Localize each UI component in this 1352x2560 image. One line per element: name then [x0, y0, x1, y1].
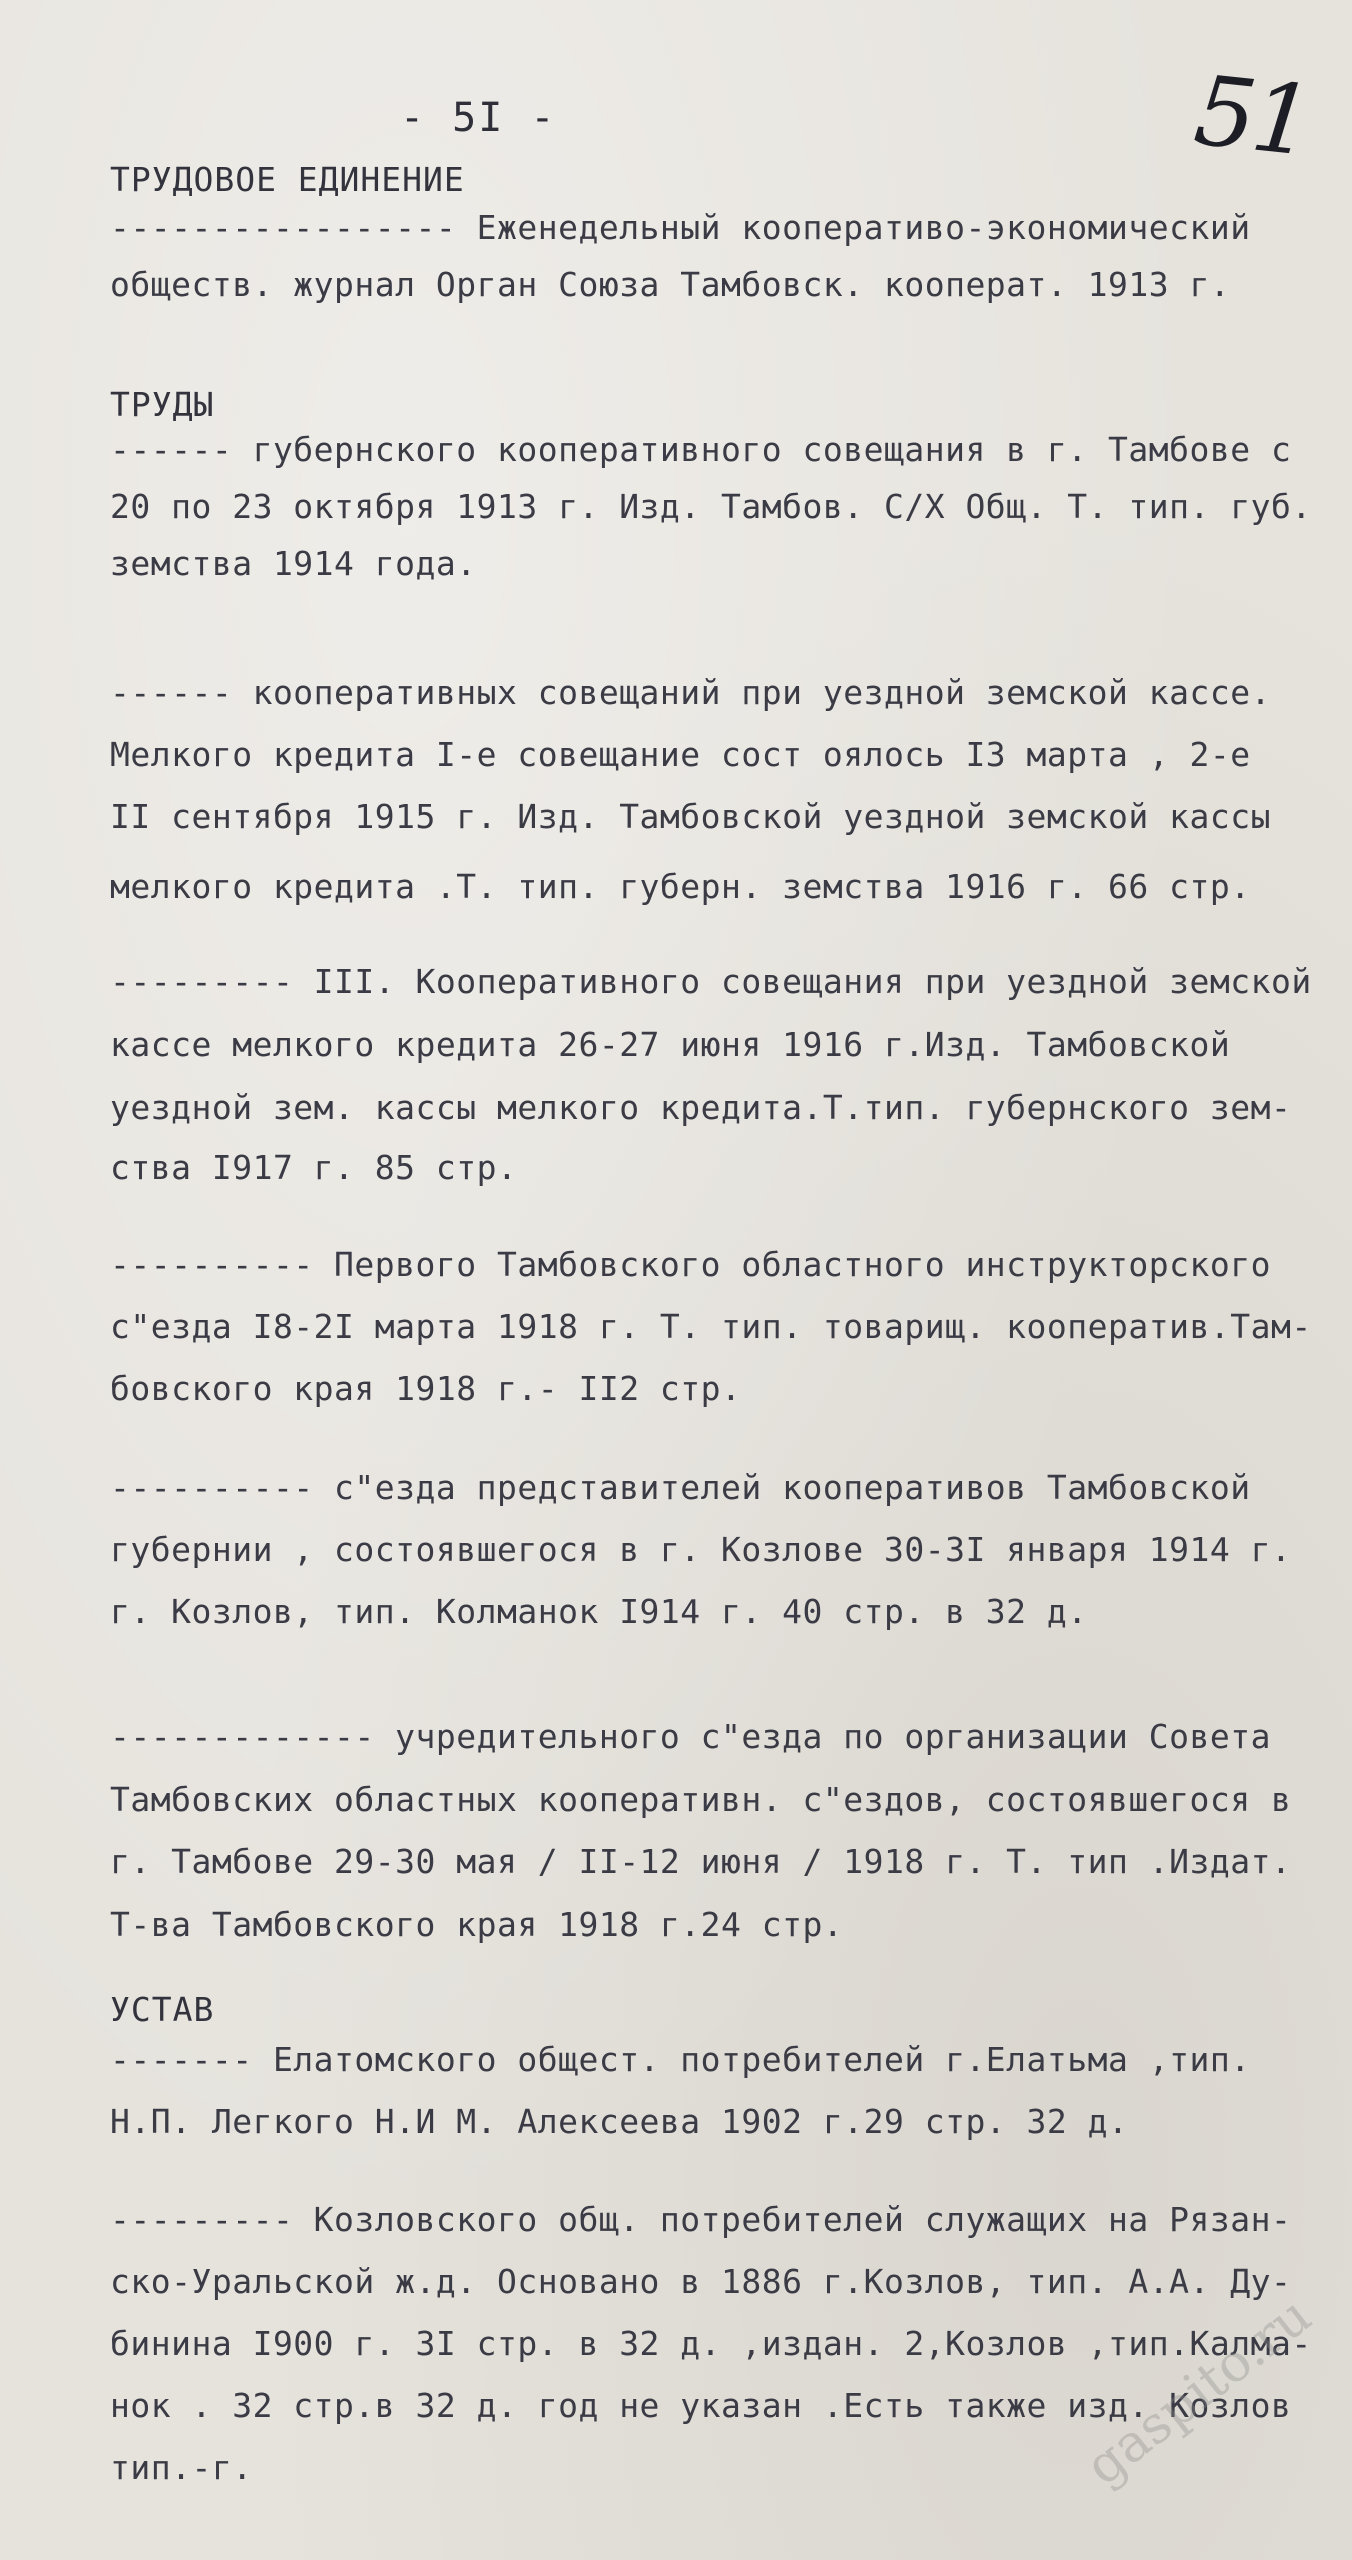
entry-line: 20 по 23 октября 1913 г. Изд. Тамбов. С/Х Общ. Т. тип. губ.: [110, 487, 1312, 526]
entry-line: бовского края 1918 г.- II2 стр.: [110, 1369, 742, 1408]
watermark: gaspito.ru: [1075, 2285, 1323, 2498]
entry-line: тип.-г.: [110, 2448, 253, 2487]
entry-line: Мелкого кредита I-е совещание сост оялось I3 марта , 2-е: [110, 735, 1251, 774]
entry-line: II сентября 1915 г. Изд. Тамбовской уездной земской кассы: [110, 797, 1271, 836]
entry-line: ------ кооперативных совещаний при уездной земской кассе.: [110, 673, 1271, 712]
entry-line: г. Тамбове 29-30 мая / II-12 июня / 1918 г. Т. тип .Издат.: [110, 1842, 1292, 1881]
entry-line: ---------- Первого Тамбовского областного инструкторского: [110, 1245, 1271, 1284]
entry-line: --------- Козловского общ. потребителей служащих на Рязан-: [110, 2200, 1292, 2239]
entry-line: ---------- с"езда представителей кооперативов Тамбовской: [110, 1468, 1251, 1507]
entry-heading: УСТАВ: [110, 1990, 215, 2029]
entry-line: ------- Елатомского общест. потребителей г.Елатьма ,тип.: [110, 2040, 1251, 2079]
entry-line: нок . 32 стр.в 32 д. год не указан .Есть также изд. Козлов: [110, 2386, 1292, 2425]
entry-line: мелкого кредита .Т. тип. губерн. земства 1916 г. 66 стр.: [110, 867, 1251, 906]
entry-line: --------- III. Кооперативного совещания при уездной земской: [110, 962, 1312, 1001]
entry-line: ско-Уральской ж.д. Основано в 1886 г.Козлов, тип. А.А. Ду-: [110, 2262, 1292, 2301]
entry-line: кассе мелкого кредита 26-27 июня 1916 г.Изд. Тамбовской: [110, 1025, 1231, 1064]
page-number: - 5I -: [400, 95, 557, 141]
entry-line: Т-ва Тамбовского края 1918 г.24 стр.: [110, 1905, 844, 1944]
entry-line: г. Козлов, тип. Колманок I914 г. 40 стр. в 32 д.: [110, 1592, 1088, 1631]
entry-line: Н.П. Легкого Н.И М. Алексеева 1902 г.29 стр. 32 д.: [110, 2102, 1129, 2141]
entry-heading: ТРУДЫ: [110, 385, 215, 424]
entry-heading: ТРУДОВОЕ ЕДИНЕНИЕ: [110, 160, 465, 199]
entry-line: ------ губернского кооперативного совещания в г. Тамбове с: [110, 430, 1292, 469]
handwritten-folio-number: 51: [1189, 54, 1315, 178]
entry-line: обществ. журнал Орган Союза Тамбовск. кооперат. 1913 г.: [110, 265, 1231, 304]
entry-line: Тамбовских областных кооперативн. с"ездов, состоявшегося в: [110, 1780, 1292, 1819]
entry-line: ------------- учредительного с"езда по организации Совета: [110, 1717, 1271, 1756]
entry-line: бинина I900 г. 3I стр. в 32 д. ,издан. 2,Козлов ,тип.Калма-: [110, 2324, 1312, 2363]
entry-line: земства 1914 года.: [110, 544, 477, 583]
entry-line: ----------------- Еженедельный кооперативо-экономический: [110, 208, 1251, 247]
entry-line: ства I917 г. 85 стр.: [110, 1148, 518, 1187]
entry-line: уездной зем. кассы мелкого кредита.Т.тип. губернского зем-: [110, 1088, 1292, 1127]
entry-line: губернии , состоявшегося в г. Козлове 30-3I января 1914 г.: [110, 1530, 1292, 1569]
entry-line: с"езда I8-2I марта 1918 г. Т. тип. товарищ. кооператив.Там-: [110, 1307, 1312, 1346]
